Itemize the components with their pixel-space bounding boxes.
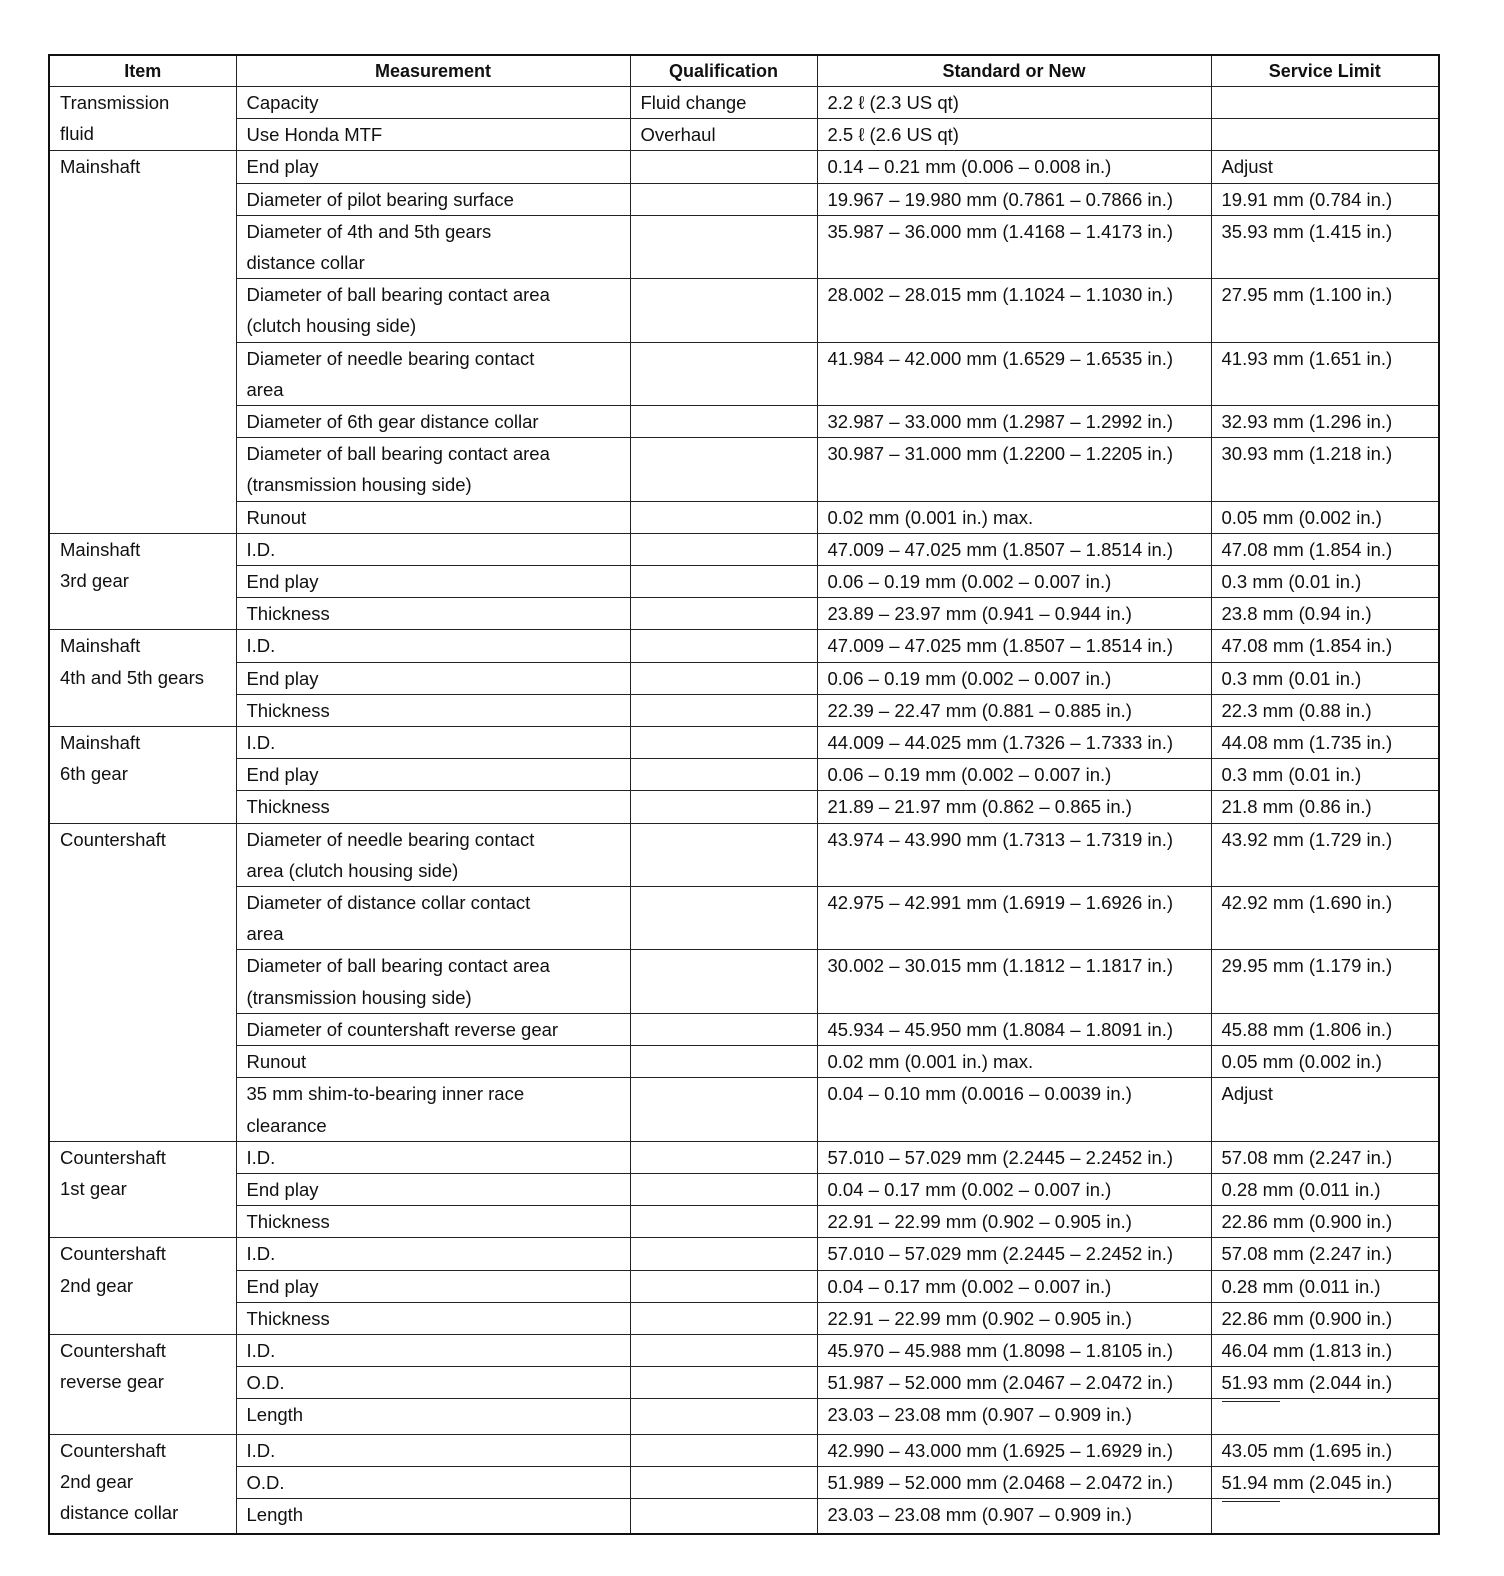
- limit-cell: 32.93 mm (1.296 in.): [1211, 406, 1439, 438]
- standard-cell: 30.987 – 31.000 mm (1.2200 – 1.2205 in.): [817, 438, 1211, 501]
- standard-cell: 22.91 – 22.99 mm (0.902 – 0.905 in.): [817, 1302, 1211, 1334]
- limit-cell: Adjust: [1211, 151, 1439, 183]
- measurement-cell: 35 mm shim-to-bearing inner race clearance: [236, 1078, 630, 1141]
- table-row: [49, 342, 1439, 405]
- measurement-cell: Runout: [236, 501, 630, 533]
- header-row: [49, 55, 1439, 87]
- standard-cell: 0.02 mm (0.001 in.) max.: [817, 1046, 1211, 1078]
- table-row: [49, 887, 1439, 950]
- standard-cell: 42.990 – 43.000 mm (1.6925 – 1.6929 in.): [817, 1434, 1211, 1466]
- qualification-cell: [630, 1078, 817, 1141]
- limit-cell: Adjust: [1211, 1078, 1439, 1141]
- standard-cell: 0.06 – 0.19 mm (0.002 – 0.007 in.): [817, 566, 1211, 598]
- item-cell: Countershaft: [49, 823, 236, 1141]
- limit-cell: 0.3 mm (0.01 in.): [1211, 759, 1439, 791]
- qualification-cell: [630, 1399, 817, 1434]
- standard-cell: 41.984 – 42.000 mm (1.6529 – 1.6535 in.): [817, 342, 1211, 405]
- limit-cell: 0.05 mm (0.002 in.): [1211, 1046, 1439, 1078]
- qualification-cell: Fluid change: [630, 87, 817, 119]
- table-row: [49, 501, 1439, 533]
- qualification-cell: [630, 694, 817, 726]
- limit-cell: 27.95 mm (1.100 in.): [1211, 279, 1439, 342]
- limit-cell: 0.3 mm (0.01 in.): [1211, 566, 1439, 598]
- limit-cell: 41.93 mm (1.651 in.): [1211, 342, 1439, 405]
- item-cell: Mainshaft 6th gear: [49, 727, 236, 824]
- standard-cell: 47.009 – 47.025 mm (1.8507 – 1.8514 in.): [817, 533, 1211, 565]
- limit-cell: 45.88 mm (1.806 in.): [1211, 1013, 1439, 1045]
- limit-cell: 22.86 mm (0.900 in.): [1211, 1206, 1439, 1238]
- qualification-cell: [630, 1302, 817, 1334]
- limit-cell: 30.93 mm (1.218 in.): [1211, 438, 1439, 501]
- qualification-cell: [630, 501, 817, 533]
- limit-cell: 0.05 mm (0.002 in.): [1211, 501, 1439, 533]
- measurement-cell: Diameter of distance collar contact area: [236, 887, 630, 950]
- qualification-cell: [630, 1141, 817, 1173]
- qualification-cell: [630, 598, 817, 630]
- header-qualification: Qualification: [630, 55, 817, 87]
- item-cell: Transmission fluid: [49, 87, 236, 151]
- measurement-cell: End play: [236, 566, 630, 598]
- table-row: [49, 279, 1439, 342]
- standard-cell: 44.009 – 44.025 mm (1.7326 – 1.7333 in.): [817, 727, 1211, 759]
- qualification-cell: [630, 759, 817, 791]
- limit-cell: 42.92 mm (1.690 in.): [1211, 887, 1439, 950]
- limit-cell: 43.92 mm (1.729 in.): [1211, 823, 1439, 886]
- measurement-cell: End play: [236, 151, 630, 183]
- table-row: [49, 694, 1439, 726]
- qualification-cell: [630, 342, 817, 405]
- measurement-cell: Thickness: [236, 1302, 630, 1334]
- measurement-cell: End play: [236, 662, 630, 694]
- measurement-cell: Diameter of 4th and 5th gears distance collar: [236, 215, 630, 278]
- table-row: [49, 215, 1439, 278]
- qualification-cell: [630, 727, 817, 759]
- qualification-cell: [630, 406, 817, 438]
- standard-cell: 2.2 ℓ (2.3 US qt): [817, 87, 1211, 119]
- qualification-cell: [630, 279, 817, 342]
- measurement-cell: I.D.: [236, 1141, 630, 1173]
- table-row: [49, 1367, 1439, 1399]
- standard-cell: 47.009 – 47.025 mm (1.8507 – 1.8514 in.): [817, 630, 1211, 662]
- item-cell: Countershaft 2nd gear distance collar: [49, 1434, 236, 1534]
- measurement-cell: Capacity: [236, 87, 630, 119]
- table-row: [49, 1302, 1439, 1334]
- measurement-cell: I.D.: [236, 1434, 630, 1466]
- table-row: [49, 823, 1439, 886]
- spec-table-container: [48, 54, 1440, 1535]
- table-row: [49, 1498, 1439, 1534]
- limit-cell: 0.28 mm (0.011 in.): [1211, 1173, 1439, 1205]
- table-row: [49, 630, 1439, 662]
- limit-cell: [1211, 1399, 1439, 1434]
- limit-cell: 0.3 mm (0.01 in.): [1211, 662, 1439, 694]
- limit-cell: [1211, 119, 1439, 151]
- table-row: [49, 1238, 1439, 1270]
- table-row: [49, 1173, 1439, 1205]
- table-row: [49, 662, 1439, 694]
- table-row: [49, 1046, 1439, 1078]
- measurement-cell: I.D.: [236, 727, 630, 759]
- table-row: [49, 406, 1439, 438]
- table-row: [49, 533, 1439, 565]
- standard-cell: 0.06 – 0.19 mm (0.002 – 0.007 in.): [817, 662, 1211, 694]
- measurement-cell: Length: [236, 1498, 630, 1534]
- limit-cell: [1211, 1498, 1439, 1534]
- limit-dash: [1222, 1501, 1280, 1533]
- standard-cell: 42.975 – 42.991 mm (1.6919 – 1.6926 in.): [817, 887, 1211, 950]
- item-cell: Mainshaft 3rd gear: [49, 533, 236, 630]
- standard-cell: 45.970 – 45.988 mm (1.8098 – 1.8105 in.): [817, 1334, 1211, 1366]
- header-measurement: Measurement: [236, 55, 630, 87]
- measurement-cell: End play: [236, 1173, 630, 1205]
- table-row: [49, 1206, 1439, 1238]
- qualification-cell: [630, 1498, 817, 1534]
- table-row: [49, 727, 1439, 759]
- limit-cell: 29.95 mm (1.179 in.): [1211, 950, 1439, 1013]
- limit-cell: 21.8 mm (0.86 in.): [1211, 791, 1439, 823]
- limit-cell: 35.93 mm (1.415 in.): [1211, 215, 1439, 278]
- item-cell: Countershaft reverse gear: [49, 1334, 236, 1434]
- standard-cell: 23.03 – 23.08 mm (0.907 – 0.909 in.): [817, 1498, 1211, 1534]
- standard-cell: 19.967 – 19.980 mm (0.7861 – 0.7866 in.): [817, 183, 1211, 215]
- header-standard: Standard or New: [817, 55, 1211, 87]
- standard-cell: 0.02 mm (0.001 in.) max.: [817, 501, 1211, 533]
- qualification-cell: [630, 1046, 817, 1078]
- standard-cell: 0.04 – 0.17 mm (0.002 – 0.007 in.): [817, 1173, 1211, 1205]
- table-row: [49, 598, 1439, 630]
- measurement-cell: Thickness: [236, 1206, 630, 1238]
- measurement-cell: I.D.: [236, 533, 630, 565]
- qualification-cell: [630, 1270, 817, 1302]
- header-item: Item: [49, 55, 236, 87]
- qualification-cell: [630, 215, 817, 278]
- qualification-cell: [630, 887, 817, 950]
- qualification-cell: [630, 438, 817, 501]
- table-row: [49, 1399, 1439, 1434]
- measurement-cell: Diameter of needle bearing contact area: [236, 342, 630, 405]
- measurement-cell: I.D.: [236, 1334, 630, 1366]
- standard-cell: 35.987 – 36.000 mm (1.4168 – 1.4173 in.): [817, 215, 1211, 278]
- qualification-cell: [630, 1434, 817, 1466]
- qualification-cell: [630, 630, 817, 662]
- item-cell: Countershaft 1st gear: [49, 1141, 236, 1238]
- limit-cell: 51.93 mm (2.044 in.): [1211, 1367, 1439, 1399]
- measurement-cell: Diameter of countershaft reverse gear: [236, 1013, 630, 1045]
- qualification-cell: Overhaul: [630, 119, 817, 151]
- measurement-cell: Thickness: [236, 791, 630, 823]
- measurement-cell: Diameter of 6th gear distance collar: [236, 406, 630, 438]
- standard-cell: 0.14 – 0.21 mm (0.006 – 0.008 in.): [817, 151, 1211, 183]
- standard-cell: 57.010 – 57.029 mm (2.2445 – 2.2452 in.): [817, 1238, 1211, 1270]
- qualification-cell: [630, 533, 817, 565]
- measurement-cell: Diameter of ball bearing contact area (transmission housing side): [236, 950, 630, 1013]
- qualification-cell: [630, 151, 817, 183]
- standard-cell: 45.934 – 45.950 mm (1.8084 – 1.8091 in.): [817, 1013, 1211, 1045]
- limit-cell: 57.08 mm (2.247 in.): [1211, 1238, 1439, 1270]
- limit-cell: 47.08 mm (1.854 in.): [1211, 533, 1439, 565]
- limit-cell: 22.86 mm (0.900 in.): [1211, 1302, 1439, 1334]
- measurement-cell: Diameter of ball bearing contact area (clutch housing side): [236, 279, 630, 342]
- standard-cell: 43.974 – 43.990 mm (1.7313 – 1.7319 in.): [817, 823, 1211, 886]
- standard-cell: 0.04 – 0.17 mm (0.002 – 0.007 in.): [817, 1270, 1211, 1302]
- qualification-cell: [630, 1334, 817, 1366]
- table-row: [49, 119, 1439, 151]
- limit-cell: 19.91 mm (0.784 in.): [1211, 183, 1439, 215]
- measurement-cell: Thickness: [236, 598, 630, 630]
- limit-cell: [1211, 87, 1439, 119]
- standard-cell: 57.010 – 57.029 mm (2.2445 – 2.2452 in.): [817, 1141, 1211, 1173]
- qualification-cell: [630, 791, 817, 823]
- item-cell: Mainshaft 4th and 5th gears: [49, 630, 236, 727]
- qualification-cell: [630, 1466, 817, 1498]
- standard-cell: 30.002 – 30.015 mm (1.1812 – 1.1817 in.): [817, 950, 1211, 1013]
- limit-cell: 43.05 mm (1.695 in.): [1211, 1434, 1439, 1466]
- table-row: [49, 438, 1439, 501]
- standard-cell: 28.002 – 28.015 mm (1.1024 – 1.1030 in.): [817, 279, 1211, 342]
- standard-cell: 23.89 – 23.97 mm (0.941 – 0.944 in.): [817, 598, 1211, 630]
- table-row: [49, 1466, 1439, 1498]
- measurement-cell: O.D.: [236, 1367, 630, 1399]
- limit-cell: 23.8 mm (0.94 in.): [1211, 598, 1439, 630]
- qualification-cell: [630, 1367, 817, 1399]
- measurement-cell: Use Honda MTF: [236, 119, 630, 151]
- standard-cell: 32.987 – 33.000 mm (1.2987 – 1.2992 in.): [817, 406, 1211, 438]
- qualification-cell: [630, 1238, 817, 1270]
- limit-cell: 44.08 mm (1.735 in.): [1211, 727, 1439, 759]
- standard-cell: 0.06 – 0.19 mm (0.002 – 0.007 in.): [817, 759, 1211, 791]
- measurement-cell: Thickness: [236, 694, 630, 726]
- standard-cell: 2.5 ℓ (2.6 US qt): [817, 119, 1211, 151]
- measurement-cell: I.D.: [236, 630, 630, 662]
- limit-dash: [1222, 1401, 1280, 1433]
- header-service-limit: Service Limit: [1211, 55, 1439, 87]
- item-cell: Countershaft 2nd gear: [49, 1238, 236, 1335]
- limit-cell: 51.94 mm (2.045 in.): [1211, 1466, 1439, 1498]
- standard-cell: 22.39 – 22.47 mm (0.881 – 0.885 in.): [817, 694, 1211, 726]
- limit-cell: 47.08 mm (1.854 in.): [1211, 630, 1439, 662]
- limit-cell: 46.04 mm (1.813 in.): [1211, 1334, 1439, 1366]
- qualification-cell: [630, 1173, 817, 1205]
- item-cell: Mainshaft: [49, 151, 236, 533]
- table-row: [49, 1434, 1439, 1466]
- table-row: [49, 1078, 1439, 1141]
- qualification-cell: [630, 662, 817, 694]
- limit-cell: 57.08 mm (2.247 in.): [1211, 1141, 1439, 1173]
- standard-cell: 51.989 – 52.000 mm (2.0468 – 2.0472 in.): [817, 1466, 1211, 1498]
- limit-cell: 22.3 mm (0.88 in.): [1211, 694, 1439, 726]
- table-row: [49, 1334, 1439, 1366]
- qualification-cell: [630, 950, 817, 1013]
- measurement-cell: Diameter of needle bearing contact area (clutch housing side): [236, 823, 630, 886]
- specification-table: [48, 54, 1440, 1535]
- table-row: [49, 1270, 1439, 1302]
- table-row: [49, 566, 1439, 598]
- table-row: [49, 1013, 1439, 1045]
- measurement-cell: End play: [236, 759, 630, 791]
- table-body: [49, 87, 1439, 1535]
- qualification-cell: [630, 1206, 817, 1238]
- table-row: [49, 183, 1439, 215]
- qualification-cell: [630, 1013, 817, 1045]
- table-row: [49, 1141, 1439, 1173]
- standard-cell: 0.04 – 0.10 mm (0.0016 – 0.0039 in.): [817, 1078, 1211, 1141]
- standard-cell: 51.987 – 52.000 mm (2.0467 – 2.0472 in.): [817, 1367, 1211, 1399]
- limit-cell: 0.28 mm (0.011 in.): [1211, 1270, 1439, 1302]
- measurement-cell: Diameter of ball bearing contact area (transmission housing side): [236, 438, 630, 501]
- measurement-cell: O.D.: [236, 1466, 630, 1498]
- table-row: [49, 759, 1439, 791]
- qualification-cell: [630, 823, 817, 886]
- table-row: [49, 151, 1439, 183]
- measurement-cell: Diameter of pilot bearing surface: [236, 183, 630, 215]
- standard-cell: 22.91 – 22.99 mm (0.902 – 0.905 in.): [817, 1206, 1211, 1238]
- measurement-cell: I.D.: [236, 1238, 630, 1270]
- standard-cell: 21.89 – 21.97 mm (0.862 – 0.865 in.): [817, 791, 1211, 823]
- measurement-cell: End play: [236, 1270, 630, 1302]
- table-row: [49, 950, 1439, 1013]
- measurement-cell: Length: [236, 1399, 630, 1434]
- qualification-cell: [630, 183, 817, 215]
- table-row: [49, 791, 1439, 823]
- qualification-cell: [630, 566, 817, 598]
- measurement-cell: Runout: [236, 1046, 630, 1078]
- table-row: [49, 87, 1439, 119]
- standard-cell: 23.03 – 23.08 mm (0.907 – 0.909 in.): [817, 1399, 1211, 1434]
